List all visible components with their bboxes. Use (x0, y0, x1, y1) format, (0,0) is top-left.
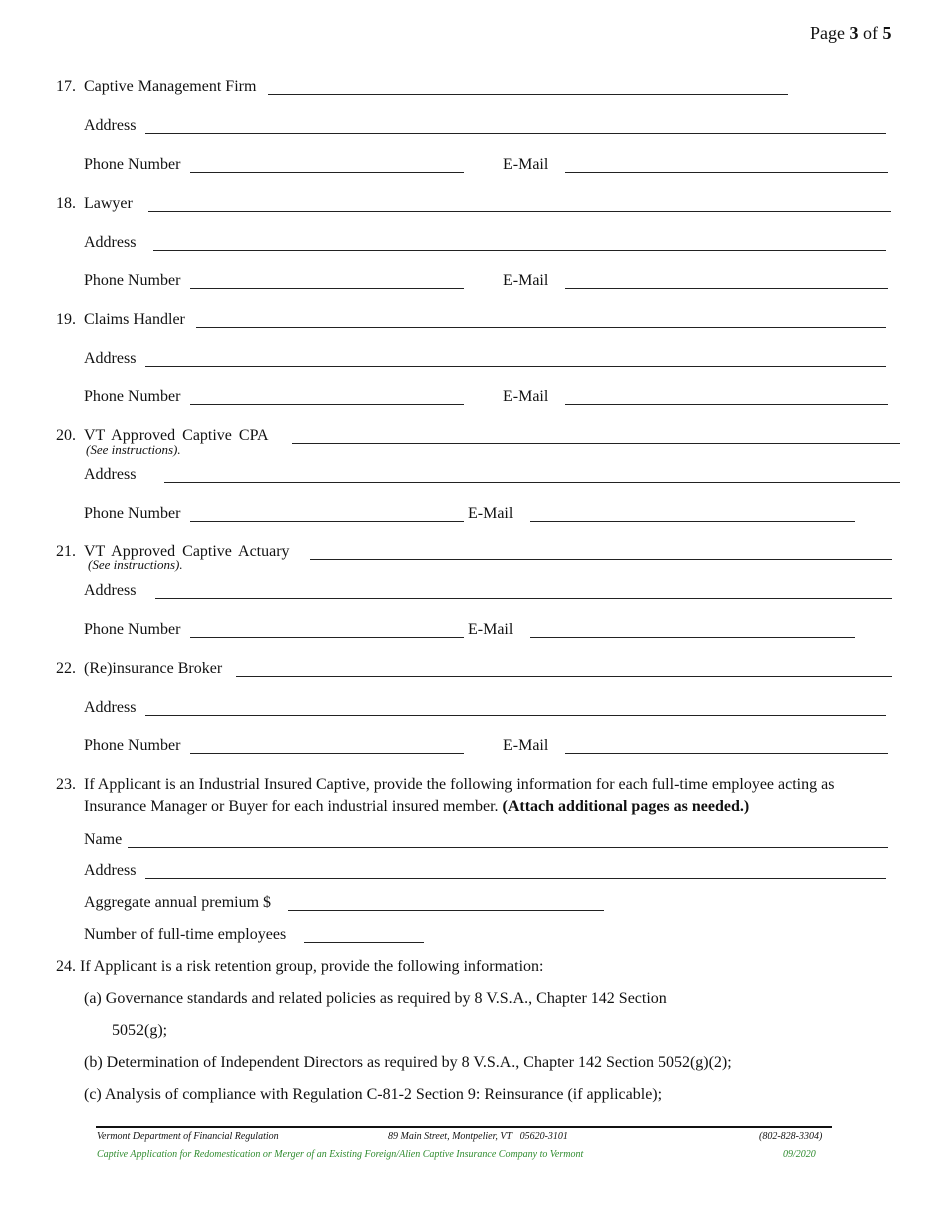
footer-date: 09/2020 (783, 1149, 816, 1160)
q20-address-label: Address (84, 466, 137, 483)
q19-phone-field[interactable] (190, 404, 464, 405)
q23-text-line2-plain: Insurance Manager or Buyer for each industrial insured member. (84, 798, 499, 815)
q17-number: 17. (56, 78, 76, 95)
q23-employees-label: Number of full-time employees (84, 926, 287, 943)
q23-attach-note: (Attach additional pages as needed.) (502, 798, 750, 815)
footer-zip: 05620-3101 (519, 1131, 568, 1142)
footer-divider (96, 1126, 832, 1128)
q18-phone-label: Phone Number (84, 272, 181, 289)
q18-address-field[interactable] (153, 250, 886, 251)
q20-label: VT Approved Captive CPA (84, 427, 269, 444)
q21-address-label: Address (84, 582, 137, 599)
q22-email-field[interactable] (565, 753, 888, 754)
q18-phone-field[interactable] (190, 288, 464, 289)
q24-text: 24. If Applicant is a risk retention group, provide the following information: (56, 958, 544, 975)
q17-email-field[interactable] (565, 172, 888, 173)
q19-address-label: Address (84, 350, 137, 367)
q23-name-field[interactable] (128, 847, 888, 848)
q21-email-field[interactable] (530, 637, 855, 638)
q20-phone-field[interactable] (190, 521, 464, 522)
q20-phone-label: Phone Number (84, 505, 181, 522)
q23-name-label: Name (84, 831, 123, 848)
q21-phone-field[interactable] (190, 637, 464, 638)
q19-email-field[interactable] (565, 404, 888, 405)
q17-phone-label: Phone Number (84, 156, 181, 173)
q23-text-line2 (84, 797, 749, 817)
q22-email-label: E-Mail (503, 737, 549, 754)
q22-address-label: Address (84, 699, 137, 716)
q19-address-field[interactable] (145, 366, 886, 367)
q18-email-field[interactable] (565, 288, 888, 289)
q21-address-field[interactable] (155, 598, 892, 599)
q20-note: (See instructions). (86, 442, 181, 457)
q19-label: Claims Handler (84, 311, 185, 328)
q17-address-label: Address (84, 117, 137, 134)
q23-address-label: Address (84, 862, 137, 879)
q23-address-field[interactable] (145, 878, 886, 879)
q21-email-label: E-Mail (468, 621, 514, 638)
q23-employees-field[interactable] (304, 942, 424, 943)
q24-item-a-line1: (a) Governance standards and related policies as required by 8 V.S.A., Chapter 142 Section (84, 990, 667, 1007)
q21-label: VT Approved Captive Actuary (84, 543, 290, 560)
q18-label: Lawyer (84, 195, 133, 212)
q17-phone-field[interactable] (190, 172, 464, 173)
q23-premium-field[interactable] (288, 910, 604, 911)
page-of: of (863, 23, 878, 43)
q17-email-label: E-Mail (503, 156, 549, 173)
q21-number: 21. (56, 543, 76, 560)
q20-address-field[interactable] (164, 482, 900, 483)
q22-label: (Re)insurance Broker (84, 660, 223, 677)
page-current: 3 (849, 23, 859, 43)
page-number (810, 22, 892, 44)
q19-phone-label: Phone Number (84, 388, 181, 405)
q21-actuary-field[interactable] (310, 559, 892, 560)
q23-text-line1: If Applicant is an Industrial Insured Captive, provide the following information for each full-time employee acting as (84, 776, 835, 793)
q17-firm-field[interactable] (268, 94, 788, 95)
q20-email-label: E-Mail (468, 505, 514, 522)
q23-premium-label: Aggregate annual premium $ (84, 894, 272, 911)
page-prefix: Page (810, 23, 845, 43)
footer-address (388, 1131, 568, 1143)
footer-phone: (802-828-3304) (759, 1131, 823, 1142)
q21-note: (See instructions). (88, 557, 183, 572)
q17-label: Captive Management Firm (84, 78, 257, 95)
q23-number: 23. (56, 776, 76, 793)
q20-number: 20. (56, 427, 76, 444)
q18-address-label: Address (84, 234, 137, 251)
footer-form-title: Captive Application for Redomestication or Merger of an Existing Foreign/Alien Captive Insurance Company to Vermont (97, 1149, 584, 1160)
q18-lawyer-field[interactable] (148, 211, 891, 212)
q17-address-field[interactable] (145, 133, 886, 134)
q19-number: 19. (56, 311, 76, 328)
q20-cpa-field[interactable] (292, 443, 900, 444)
q18-email-label: E-Mail (503, 272, 549, 289)
q22-broker-field[interactable] (236, 676, 892, 677)
q24-item-a-line2: 5052(g); (112, 1022, 168, 1039)
q20-email-field[interactable] (530, 521, 855, 522)
q22-number: 22. (56, 660, 76, 677)
q18-number: 18. (56, 195, 76, 212)
q21-phone-label: Phone Number (84, 621, 181, 638)
footer-street: 89 Main Street, Montpelier, VT (388, 1131, 513, 1142)
footer-dept: Vermont Department of Financial Regulation (97, 1131, 279, 1142)
q19-email-label: E-Mail (503, 388, 549, 405)
q24-item-c: (c) Analysis of compliance with Regulation C-81-2 Section 9: Reinsurance (if applicable); (84, 1086, 663, 1103)
q24-item-b: (b) Determination of Independent Directors as required by 8 V.S.A., Chapter 142 Section 5052(g)(2); (84, 1054, 732, 1071)
q19-claims-field[interactable] (196, 327, 886, 328)
page-total: 5 (882, 23, 892, 43)
q22-address-field[interactable] (145, 715, 886, 716)
q22-phone-field[interactable] (190, 753, 464, 754)
q22-phone-label: Phone Number (84, 737, 181, 754)
